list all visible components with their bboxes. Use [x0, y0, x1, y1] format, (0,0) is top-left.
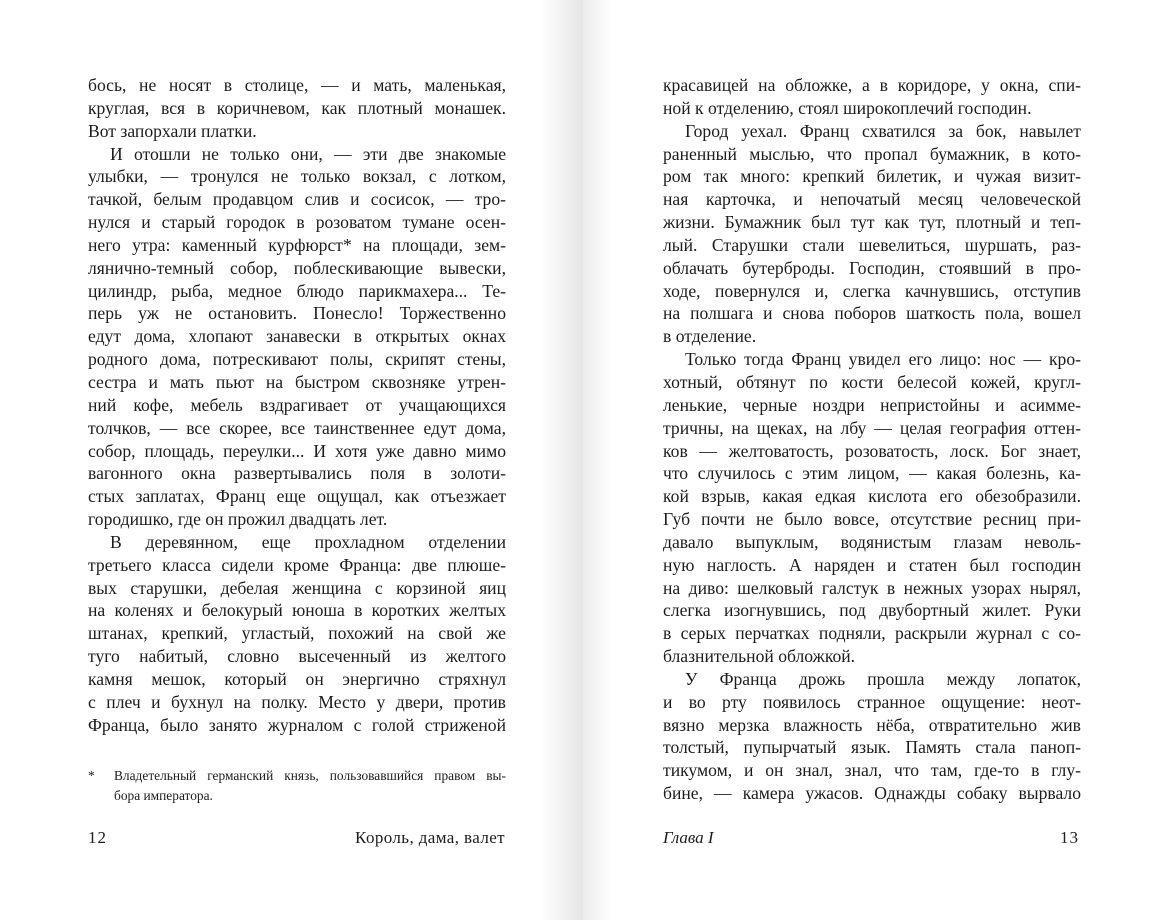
left-page-body-text	[88, 74, 506, 736]
text-line: У Франца дрожь прошла между лопаток,	[685, 668, 1081, 689]
text-line: круглая, вся в коричневом, как плотный монашек.	[88, 97, 506, 118]
running-head-book-title: Король, дама, валет	[355, 828, 505, 847]
text-line: вязно мерзка влажность нёба, отвратительно жив	[663, 714, 1081, 735]
text-line: облачать бутерброды. Господин, стоявший в про-	[663, 257, 1081, 278]
text-line: в серых перчатках подняли, раскрыли журнал с со-	[663, 623, 1081, 644]
text-line: ной к отделению, стоял широкоплечий господин.	[663, 97, 1032, 118]
text-line: тачкой, белым продавцом слив и сосисок, — тро-	[88, 189, 506, 210]
right-page	[583, 0, 1167, 920]
text-line: туго набитый, словно высеченный из желтого	[88, 646, 506, 667]
text-line: И отошли не только они, — эти две знакомые	[110, 143, 506, 164]
text-line: хотный, обтянут по кости белесой кожей, кругл-	[663, 371, 1081, 392]
text-line: бине, — камера ужасов. Однажды собаку вырвало	[663, 783, 1081, 804]
text-line: жизни. Бумажник был тут как тут, плотный и теп-	[663, 212, 1081, 233]
text-line: Город уехал. Франц схватился за бок, навылет	[685, 120, 1081, 141]
text-line: бось, не носят в столице, — и мать, маленькая,	[88, 75, 506, 95]
text-line: Губ почти не было вовсе, отсутствие ресниц при-	[663, 509, 1081, 530]
text-line: родного дома, потрескивают полы, скрипят стены,	[88, 349, 506, 370]
footnote-line: бора императора.	[114, 788, 213, 803]
text-line: него утра: каменный курфюрст* на площади, зем-	[88, 234, 506, 255]
text-line: блазнительной обложкой.	[663, 646, 856, 667]
text-line: собор, площадь, переулки... И хотя уже давно мимо	[88, 440, 506, 461]
text-line: штанах, крепкий, угластый, похожий на свой же	[88, 623, 506, 644]
left-page	[0, 0, 583, 920]
text-line: ром так много: крепкий билетик, и чужая визит-	[663, 166, 1081, 187]
text-line: ходе, повернулся и, слегка качнувшись, отступив	[663, 280, 1081, 301]
text-line: и во рту появилось странное ощущение: неот-	[663, 691, 1081, 712]
text-line: ленькие, черные ноздри непристойны и асимме-	[663, 394, 1081, 415]
text-line: перь уж не остановить. Понесло! Торжественно	[88, 303, 506, 324]
text-line: ний кофе, мебель вздрагивает от учащающихся	[88, 394, 506, 415]
text-line: Франца, было занято журналом с голой стриженой	[88, 714, 506, 735]
text-line: с плеч и бухнул на полку. Место у двери, против	[88, 691, 506, 712]
page-number-right: 13	[1060, 828, 1079, 847]
text-line: толчков, — все скорее, все таинственнее едут дома,	[88, 417, 506, 438]
text-line: слегка изогнувшись, под двубортный жилет. Руки	[663, 600, 1081, 621]
text-line: на диво: шелковый галстук в нежных узорах нырял,	[663, 577, 1081, 598]
right-page-body-text	[663, 74, 1081, 805]
text-line: тричны, на щеках, на лбу — целая география оттен-	[663, 417, 1081, 438]
text-line: стых заплатах, Франц еще ощущал, как отъезжает	[88, 486, 506, 507]
text-line: ную наглость. А наряден и статен был господин	[663, 554, 1081, 575]
text-line: Вот запорхали платки.	[88, 120, 257, 141]
text-line: вагонного окна развертывались поля в золоти-	[88, 463, 506, 484]
footnote-marker: *	[88, 768, 95, 783]
text-line: что случилось с этим лицом, — какая болезнь, ка-	[663, 463, 1081, 484]
text-line: В деревянном, еще прохладном отделении	[110, 531, 506, 552]
text-line: ная карточка, и непочатый месяц человеческой	[663, 189, 1081, 210]
text-line: камня мешок, который он энергично стряхнул	[88, 668, 506, 689]
page-number-left: 12	[88, 828, 107, 847]
text-line: раненный мыслью, что пропал бумажник, в кото-	[663, 143, 1081, 164]
text-line: толстый, пупырчатый язык. Память стала паноп-	[663, 737, 1081, 758]
footnote	[88, 766, 506, 806]
running-head-chapter: Глава I	[663, 828, 714, 847]
text-line: на полшага и снова поборов шаткость пола, вошел	[663, 303, 1081, 324]
text-line: сестра и мать пьют на быстром сквозняке утрен-	[88, 371, 506, 392]
text-line: вых старушки, дебелая женщина с корзиной яиц	[88, 577, 506, 598]
text-line: третьего класса сидели кроме Франца: две плюше-	[88, 554, 506, 575]
text-line: давало выпуклым, водянистым глазам неволь-	[663, 531, 1081, 552]
text-line: тикумом, и он знал, знал, что там, где-то в глу-	[663, 760, 1081, 781]
text-line: ков — желтоватость, розоватость, лоск. Бог знает,	[663, 440, 1081, 461]
text-line: кой взрыв, какая едкая кислота его обезобразили.	[663, 486, 1081, 507]
text-line: лянично-темный собор, поблескивающие вывески,	[88, 257, 506, 278]
text-line: лый. Старушки стали шевелиться, шуршать, раз-	[663, 234, 1081, 255]
footnote-line: Владетельный германский князь, пользовавшийся правом вы-	[114, 768, 506, 783]
text-line: Только тогда Франц увидел его лицо: нос — кро-	[685, 349, 1081, 370]
text-line: городишко, где он прожил двадцать лет.	[88, 509, 388, 530]
text-line: цилиндр, рыба, медное блюдо парикмахера... Те-	[88, 280, 506, 301]
text-line: в отделение.	[663, 326, 757, 347]
text-line: едут дома, хлопают занавески в открытых окнах	[88, 326, 506, 347]
text-line: красавицей на обложке, а в коридоре, у окна, спи-	[663, 75, 1081, 95]
text-line: на коленях и белокурый юноша в коротких желтых	[88, 600, 506, 621]
text-line: улыбки, — тронулся не только вокзал, с лотком,	[88, 166, 506, 187]
text-line: нулся и старый городок в розоватом тумане осен-	[88, 212, 506, 233]
